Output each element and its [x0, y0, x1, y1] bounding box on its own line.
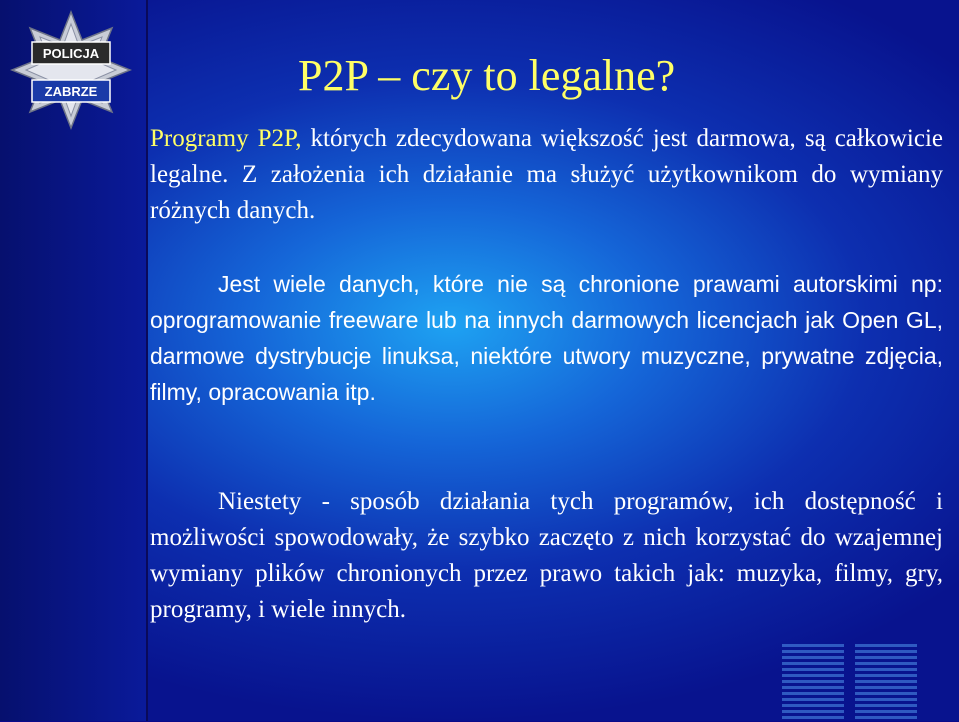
paragraph-2 [150, 266, 943, 410]
decorative-stripes-right [855, 644, 917, 722]
police-badge-logo [8, 10, 134, 140]
paragraph-3-text: Niestety - sposób działania tych programów, ich dostępność i możliwości spowodowały, że szybko zaczęto z nich korzystać do wzajemnej wymiany plików chronionych przez prawo takich jak: muzyka, filmy, gry, programy, i wiele innych. [150, 488, 943, 623]
decorative-stripes-left [782, 644, 844, 722]
paragraph-1-highlight-2: P2P, [257, 125, 302, 152]
badge-bottom-text: ZABRZE [44, 84, 98, 99]
sidebar-divider [146, 0, 148, 721]
paragraph-3 [150, 484, 943, 628]
paragraph-1-text: których zdecydowana większość jest darmowa, są całkowicie legalne. Z założenia ich działanie ma służyć użytkownikom do wymiany różnych danych. [150, 125, 943, 224]
paragraph-1 [150, 121, 943, 229]
paragraph-1-highlight-gap [249, 125, 258, 152]
badge-top-text: POLICJA [42, 46, 100, 61]
paragraph-1-highlight-1: Programy [150, 125, 249, 152]
paragraph-2-text: Jest wiele danych, które nie są chronione prawami autorskimi np: oprogramowanie freeware lub na innych darmowych licencjach jak Open GL, darmowe dystrybucje linuksa, niektóre utwory muzyczne, prywatne zdjęcia, filmy, opracowania itp. [150, 271, 943, 405]
slide-title: P2P – czy to legalne? [298, 51, 676, 100]
